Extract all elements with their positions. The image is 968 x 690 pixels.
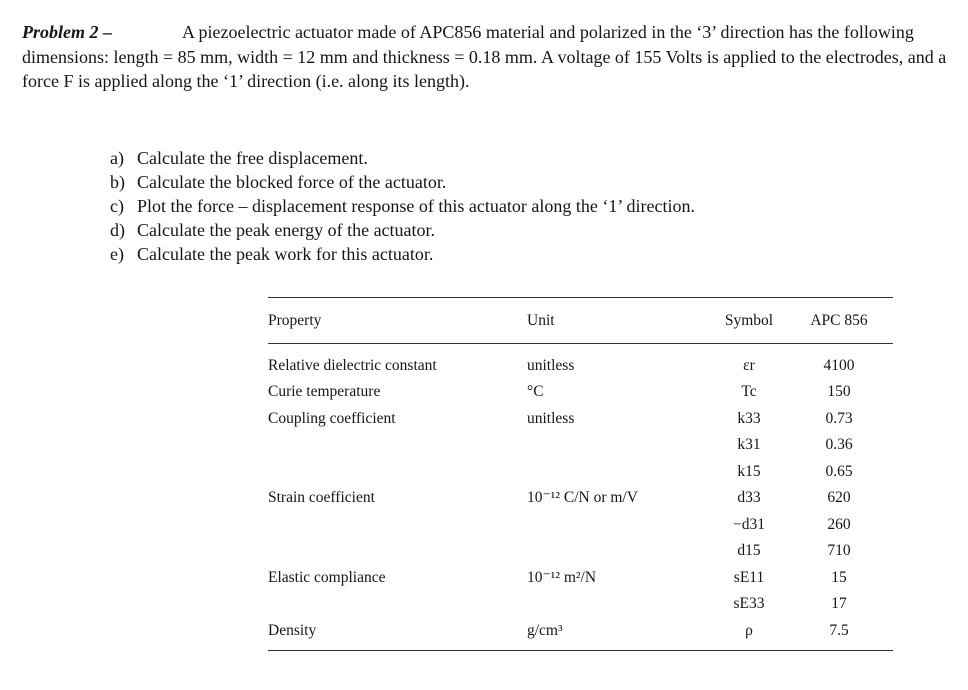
- task-text: Calculate the blocked force of the actuator.: [137, 172, 447, 192]
- table-row: [268, 459, 893, 486]
- cell-property: Curie temperature: [268, 383, 381, 400]
- cell-value: 0.65: [825, 462, 853, 480]
- problem-text: A piezoelectric actuator made of APC856 material and polarized in the ‘3’ direction has the following dimensions: length = 85 mm, width = 12 mm and thickness = 0.18 mm. A voltage of 155 Volts is applied to the electrodes, and a force F is applied along the ‘1’ direction (i.e. along its length).: [22, 22, 947, 91]
- cell-symbol: k33: [737, 409, 761, 427]
- table-header-rule: [268, 343, 893, 344]
- cell-value: 150: [827, 383, 851, 400]
- table-row: [268, 352, 893, 379]
- cell-value: 710: [827, 542, 851, 559]
- cell-symbol: d15: [737, 542, 761, 559]
- cell-unit: [527, 538, 709, 565]
- cell-property: [268, 432, 527, 459]
- cell-unit: [527, 459, 709, 486]
- problem-label: Problem 2 –: [22, 22, 112, 42]
- cell-value: 620: [827, 489, 851, 506]
- cell-property: Density: [268, 621, 317, 639]
- cell-symbol: k31: [737, 436, 761, 453]
- cell-value: 4100: [823, 357, 855, 374]
- task-text: Calculate the free displacement.: [137, 148, 368, 168]
- cell-symbol: sE11: [733, 568, 765, 586]
- task-letter: e): [110, 244, 124, 264]
- table-bottom-rule: [268, 650, 893, 651]
- table-row: [268, 406, 893, 433]
- cell-unit: [527, 512, 709, 539]
- table-row: [268, 512, 893, 539]
- table-row: [268, 379, 893, 406]
- task-item: [110, 242, 695, 266]
- cell-property: [268, 591, 527, 618]
- table-row: [268, 485, 893, 512]
- cell-unit: [527, 591, 709, 618]
- task-letter: c): [110, 196, 124, 216]
- header-symbol: Symbol: [724, 312, 774, 329]
- task-letter: a): [110, 148, 124, 168]
- properties-table: [268, 297, 893, 651]
- cell-symbol: Tc: [741, 383, 757, 400]
- cell-value: 15: [831, 568, 847, 586]
- cell-symbol: εr: [743, 357, 755, 374]
- cell-unit: g/cm³: [527, 621, 563, 639]
- cell-value: 260: [827, 515, 851, 533]
- cell-unit: unitless: [527, 409, 575, 427]
- task-text: Calculate the peak energy of the actuator.: [137, 220, 436, 240]
- cell-symbol: k15: [737, 462, 761, 480]
- table-row: [268, 432, 893, 459]
- task-item: [110, 194, 695, 218]
- cell-unit: °C: [527, 383, 544, 400]
- cell-value: 0.36: [825, 436, 853, 453]
- cell-value: 7.5: [829, 621, 849, 639]
- table-row: [268, 618, 893, 645]
- header-property: Property: [268, 312, 322, 329]
- header-value: APC 856: [810, 312, 868, 329]
- task-list: [110, 146, 695, 266]
- table-header-row: [268, 308, 893, 334]
- table-row: [268, 591, 893, 618]
- task-letter: b): [110, 172, 125, 192]
- table-row: [268, 565, 893, 592]
- cell-unit: 10⁻¹² m²/N: [527, 568, 597, 586]
- cell-property: [268, 459, 527, 486]
- cell-symbol: d33: [737, 489, 761, 506]
- cell-property: Relative dielectric constant: [268, 357, 437, 374]
- cell-property: Strain coefficient: [268, 489, 375, 506]
- task-text: Plot the force – displacement response of this actuator along the ‘1’ direction.: [137, 196, 695, 216]
- cell-property: Elastic compliance: [268, 568, 386, 586]
- table-body: [268, 352, 893, 644]
- task-text: Calculate the peak work for this actuator.: [137, 244, 434, 264]
- task-item: [110, 146, 695, 170]
- task-item: [110, 170, 695, 194]
- cell-property: Coupling coefficient: [268, 409, 396, 427]
- cell-unit: 10⁻¹² C/N or m/V: [527, 489, 638, 506]
- cell-unit: unitless: [527, 357, 575, 374]
- cell-symbol: −d31: [733, 515, 765, 533]
- cell-value: 17: [831, 595, 847, 612]
- cell-value: 0.73: [825, 409, 853, 427]
- cell-unit: [527, 432, 709, 459]
- cell-symbol: ρ: [745, 621, 753, 639]
- header-unit: Unit: [527, 312, 555, 329]
- table-top-rule: [268, 297, 893, 298]
- problem-statement: [22, 20, 947, 94]
- table-row: [268, 538, 893, 565]
- task-item: [110, 218, 695, 242]
- cell-symbol: sE33: [733, 595, 765, 612]
- cell-property: [268, 512, 527, 539]
- task-letter: d): [110, 220, 125, 240]
- cell-property: [268, 538, 527, 565]
